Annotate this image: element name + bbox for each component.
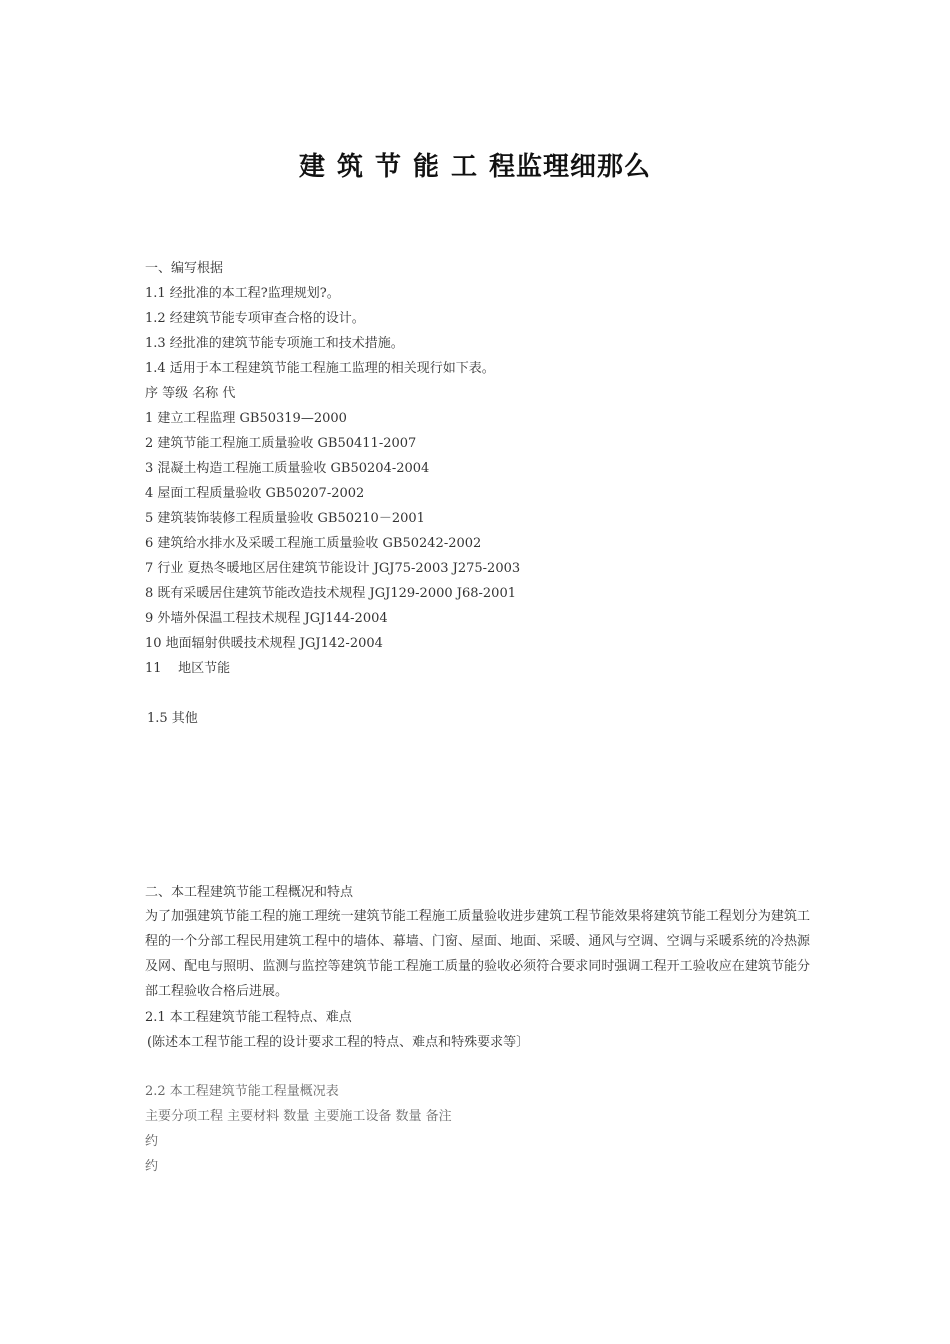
section2-heading: 二、本工程建筑节能工程概况和特点 [145, 885, 354, 900]
title-rest-part: 程监理细那么 [489, 152, 652, 182]
subsection-2-2-heading: 2.2 本工程建筑节能工程量概况表 [145, 1084, 339, 1099]
quantities-table-header: 主要分项工程 主要材料 数量 主要施工设备 数量 备注 [145, 1109, 452, 1124]
section1-other: 1.5 其他 [147, 711, 198, 726]
standards-table-row: 7 行业 夏热冬暖地区居住建筑节能设计 JGJ75-2003 J275-2003 [145, 561, 521, 576]
section2-paragraph: 为了加强建筑节能工程的施工理统一建筑节能工程施工质量验收进步建筑工程节能效果将建筑节能工程划分为建筑工程的一个分部工程民用建筑工程中的墙体、幕墙、门窗、屋面、地面、采暖、通风与空调、空调与采暖系统的冷热源及网、配电与照明、监测与监控等建筑节能工程施工质量的验收必须符合要求同时强调工程开工验收应在建筑节能分部工程验收合格后进展。 [145, 909, 810, 999]
section1-item: 1.2 经建筑节能专项审查合格的设计。 [145, 311, 365, 326]
standards-table-row: 11 地区节能 [145, 661, 231, 676]
section1-item: 1.1 经批准的本工程?监理规划?。 [145, 286, 340, 301]
standards-table-row: 6 建筑给水排水及采暖工程施工质量验收 GB50242-2002 [145, 536, 482, 551]
standards-table-row: 1 建立工程监理 GB50319—2000 [145, 411, 347, 426]
standards-table-header: 序 等级 名称 代 [145, 386, 236, 401]
standards-table-row: 5 建筑装饰装修工程质量验收 GB50210－2001 [145, 511, 425, 526]
standards-table-row: 8 既有采暖居住建筑节能改造技术规程 JGJ129-2000 J68-2001 [145, 586, 516, 601]
section1-heading: 一、编写根据 [145, 261, 224, 276]
document-title [0, 146, 950, 183]
standards-table-row: 4 屋面工程质量验收 GB50207-2002 [145, 486, 365, 501]
quantities-table-row: 约 [145, 1134, 159, 1149]
standards-table-row: 9 外墙外保温工程技术规程 JGJ144-2004 [145, 611, 388, 626]
subsection-2-1-note: (陈述本工程节能工程的设计要求工程的特点、难点和特殊要求等〕 [147, 1035, 530, 1050]
subsection-2-1-heading: 2.1 本工程建筑节能工程特点、难点 [145, 1010, 352, 1025]
section1-item: 1.3 经批准的建筑节能专项施工和技术措施。 [145, 336, 404, 351]
standards-table-row: 10 地面辐射供暖技术规程 JGJ142-2004 [145, 636, 383, 651]
standards-table-row: 2 建筑节能工程施工质量验收 GB50411-2007 [145, 436, 417, 451]
quantities-table-row: 约 [145, 1159, 159, 1174]
section1-item: 1.4 适用于本工程建筑节能工程施工监理的相关现行如下表。 [145, 361, 495, 376]
title-spaced-part: 建筑节能工 [298, 152, 489, 182]
standards-table-row: 3 混凝土构造工程施工质量验收 GB50204-2004 [145, 461, 430, 476]
